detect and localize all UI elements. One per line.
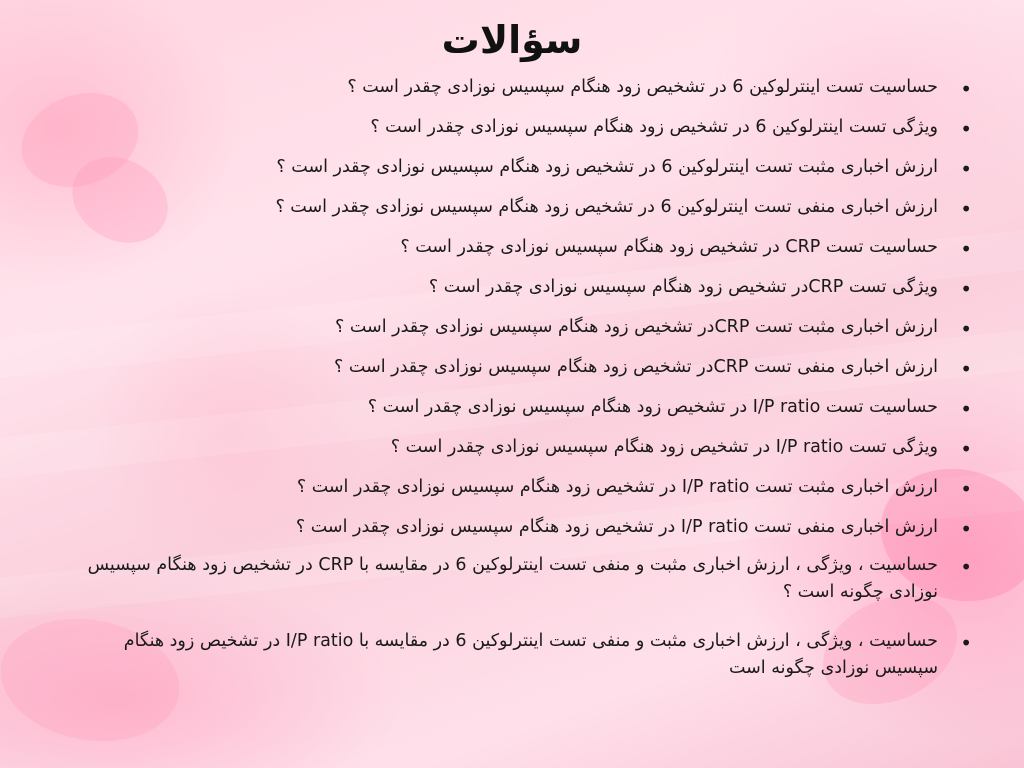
slide-title: سؤالات — [441, 18, 583, 62]
question-text: ارزش اخباری منفی تست اینترلوکین 6 در تشخیص زود هنگام سپسیس نوزادی چقدر است ؟ — [275, 197, 938, 217]
question-item — [68, 628, 980, 688]
bullet-icon: • — [960, 555, 972, 579]
question-text: ارزش اخباری مثبت تست اینترلوکین 6 در تشخیص زود هنگام سپسیس نوزادی چقدر است ؟ — [276, 157, 938, 177]
bullet-icon: • — [960, 197, 972, 221]
question-text: حساسیت تست I/P ratio در تشخیص زود هنگام سپسیس نوزادی چقدر است ؟ — [367, 397, 938, 417]
question-item — [68, 74, 980, 114]
question-item — [68, 154, 980, 194]
question-text: حساسیت تست CRP در تشخیص زود هنگام سپسیس نوزادی چقدر است ؟ — [400, 237, 938, 257]
bullet-icon: • — [960, 277, 972, 301]
question-item — [68, 514, 980, 552]
questions-list — [68, 74, 980, 688]
bullet-icon: • — [960, 317, 972, 341]
bullet-icon: • — [960, 157, 972, 181]
question-text: حساسیت ، ویژگی ، ارزش اخباری مثبت و منفی تست اینترلوکین 6 در مقایسه با I/P ratio در تشخیص زود هنگام سپسیس نوزادی چگونه است — [123, 631, 938, 679]
question-item — [68, 114, 980, 154]
bullet-icon: • — [960, 397, 972, 421]
question-text: حساسیت ، ویژگی ، ارزش اخباری مثبت و منفی تست اینترلوکین 6 در مقایسه با CRP در تشخیص زود هنگام سپسیس نوزادی چگونه است ؟ — [87, 555, 938, 603]
question-item — [68, 274, 980, 314]
bullet-icon: • — [960, 631, 972, 655]
bullet-icon: • — [960, 117, 972, 141]
question-item — [68, 194, 980, 234]
question-item — [68, 552, 980, 628]
bullet-icon: • — [960, 437, 972, 461]
bullet-icon: • — [960, 477, 972, 501]
question-text: حساسیت تست اینترلوکین 6 در تشخیص زود هنگام سپسیس نوزادی چقدر است ؟ — [347, 77, 938, 97]
question-text: ویژگی تست اینترلوکین 6 در تشخیص زود هنگام سپسیس نوزادی چقدر است ؟ — [370, 117, 938, 137]
question-item — [68, 434, 980, 474]
question-item — [68, 314, 980, 354]
question-text: ارزش اخباری مثبت تست CRPدر تشخیص زود هنگام سپسیس نوزادی چقدر است ؟ — [335, 317, 938, 337]
question-text: ارزش اخباری منفی تست I/P ratio در تشخیص زود هنگام سپسیس نوزادی چقدر است ؟ — [295, 517, 938, 537]
question-item — [68, 234, 980, 274]
question-text: ویژگی تست I/P ratio در تشخیص زود هنگام سپسیس نوزادی چقدر است ؟ — [390, 437, 938, 457]
question-item — [68, 354, 980, 394]
bullet-icon: • — [960, 517, 972, 541]
bullet-icon: • — [960, 237, 972, 261]
question-item — [68, 394, 980, 434]
question-item — [68, 474, 980, 514]
question-text: ارزش اخباری منفی تست CRPدر تشخیص زود هنگام سپسیس نوزادی چقدر است ؟ — [334, 357, 938, 377]
bullet-icon: • — [960, 77, 972, 101]
question-text: ارزش اخباری مثبت تست I/P ratio در تشخیص زود هنگام سپسیس نوزادی چقدر است ؟ — [296, 477, 938, 497]
question-text: ویژگی تست CRPدر تشخیص زود هنگام سپسیس نوزادی چقدر است ؟ — [428, 277, 938, 297]
bullet-icon: • — [960, 357, 972, 381]
